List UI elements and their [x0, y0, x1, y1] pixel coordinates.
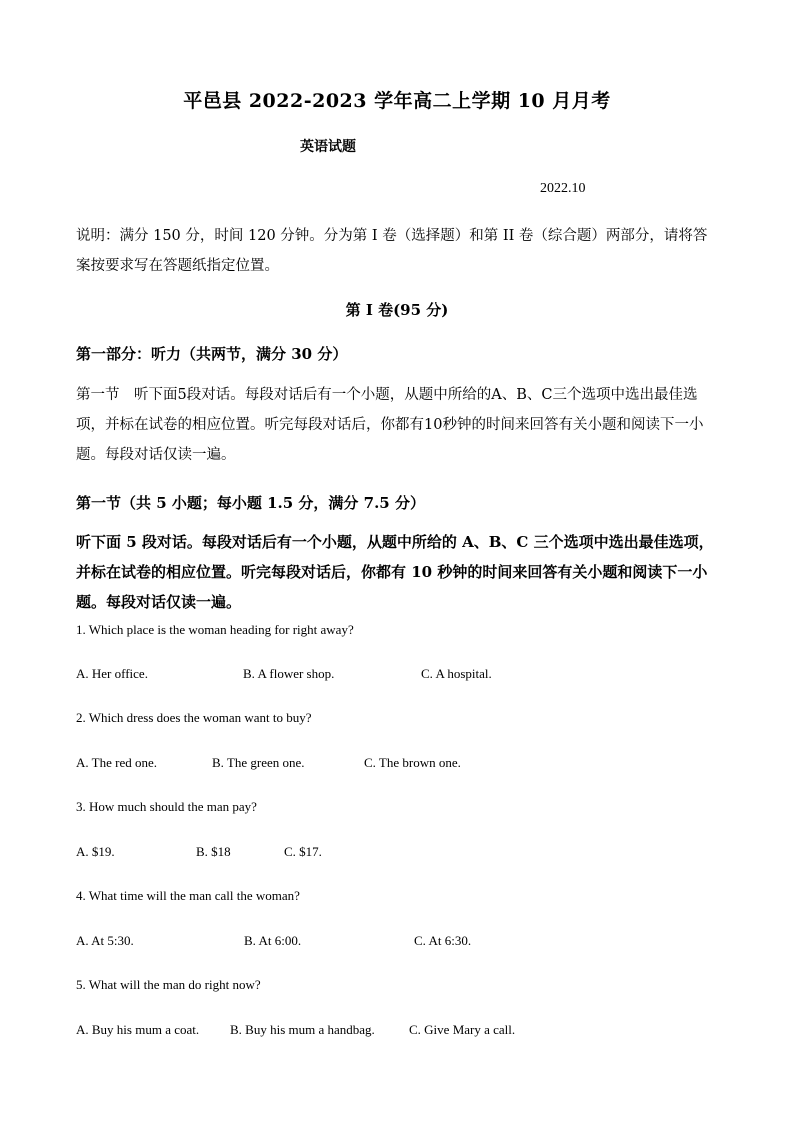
answer-option: C. $17.	[284, 844, 322, 859]
question-stem: 1. Which place is the woman heading for right away?	[76, 622, 354, 637]
answer-option: A. Her office.	[76, 666, 148, 681]
answer-option: B. Buy his mum a handbag.	[230, 1022, 375, 1037]
question-stem: 5. What will the man do right now?	[76, 977, 261, 992]
section1-bold-instruction: 听下面 5 段对话。每段对话后有一个小题，从题中所给的 A、B、C 三个选项中选出最佳选项，并标在试卷的相应位置。听完每段对话后，你都有 10 秒钟的时间来回答有关小题和阅读下一小题。每段对话仅读一遍。	[76, 533, 714, 611]
part-title: 第一部分：听力（共两节，满分 30 分）	[76, 345, 348, 363]
answer-option: B. At 6:00.	[244, 933, 302, 948]
section-title: 第 I 卷(95 分)	[345, 301, 449, 319]
exam-instructions: 说明：满分 150 分，时间 120 分钟。分为第 I 卷（选择题）和第 II 卷（综合题）两部分，请将答案按要求写在答题纸指定位置。	[76, 228, 708, 274]
question-stem: 3. How much should the man pay?	[76, 799, 257, 814]
answer-option: C. A hospital.	[421, 666, 492, 681]
section1-heading: 第一节（共 5 小题；每小题 1.5 分，满分 7.5 分）	[76, 494, 425, 512]
answer-option: B. A flower shop.	[243, 666, 335, 681]
section1-instruction: 第一节 听下面5段对话。每段对话后有一个小题，从题中所给的A、B、C三个选项中选出最佳选项，并标在试卷的相应位置。听完每段对话后，你都有10秒钟的时间来回答有关小题和阅读下一小题。每段对话仅读一遍。	[76, 387, 704, 463]
exam-subject: 英语试题	[300, 139, 356, 155]
answer-option: A. The red one.	[76, 755, 157, 770]
answer-option: A. $19.	[76, 844, 115, 859]
answer-option: C. Give Mary a call.	[409, 1022, 516, 1037]
answer-option: C. At 6:30.	[414, 933, 472, 948]
answer-option: A. Buy his mum a coat.	[76, 1022, 200, 1037]
question-stem: 4. What time will the man call the woman?	[76, 888, 300, 903]
exam-date: 2022.10	[540, 181, 586, 196]
answer-option: B. $18	[196, 844, 231, 859]
answer-option: B. The green one.	[212, 755, 305, 770]
question-stem: 2. Which dress does the woman want to buy?	[76, 710, 312, 725]
answer-option: A. At 5:30.	[76, 933, 134, 948]
answer-option: C. The brown one.	[364, 755, 461, 770]
page-title: 平邑县 2022-2023 学年高二上学期 10 月月考	[183, 90, 611, 112]
